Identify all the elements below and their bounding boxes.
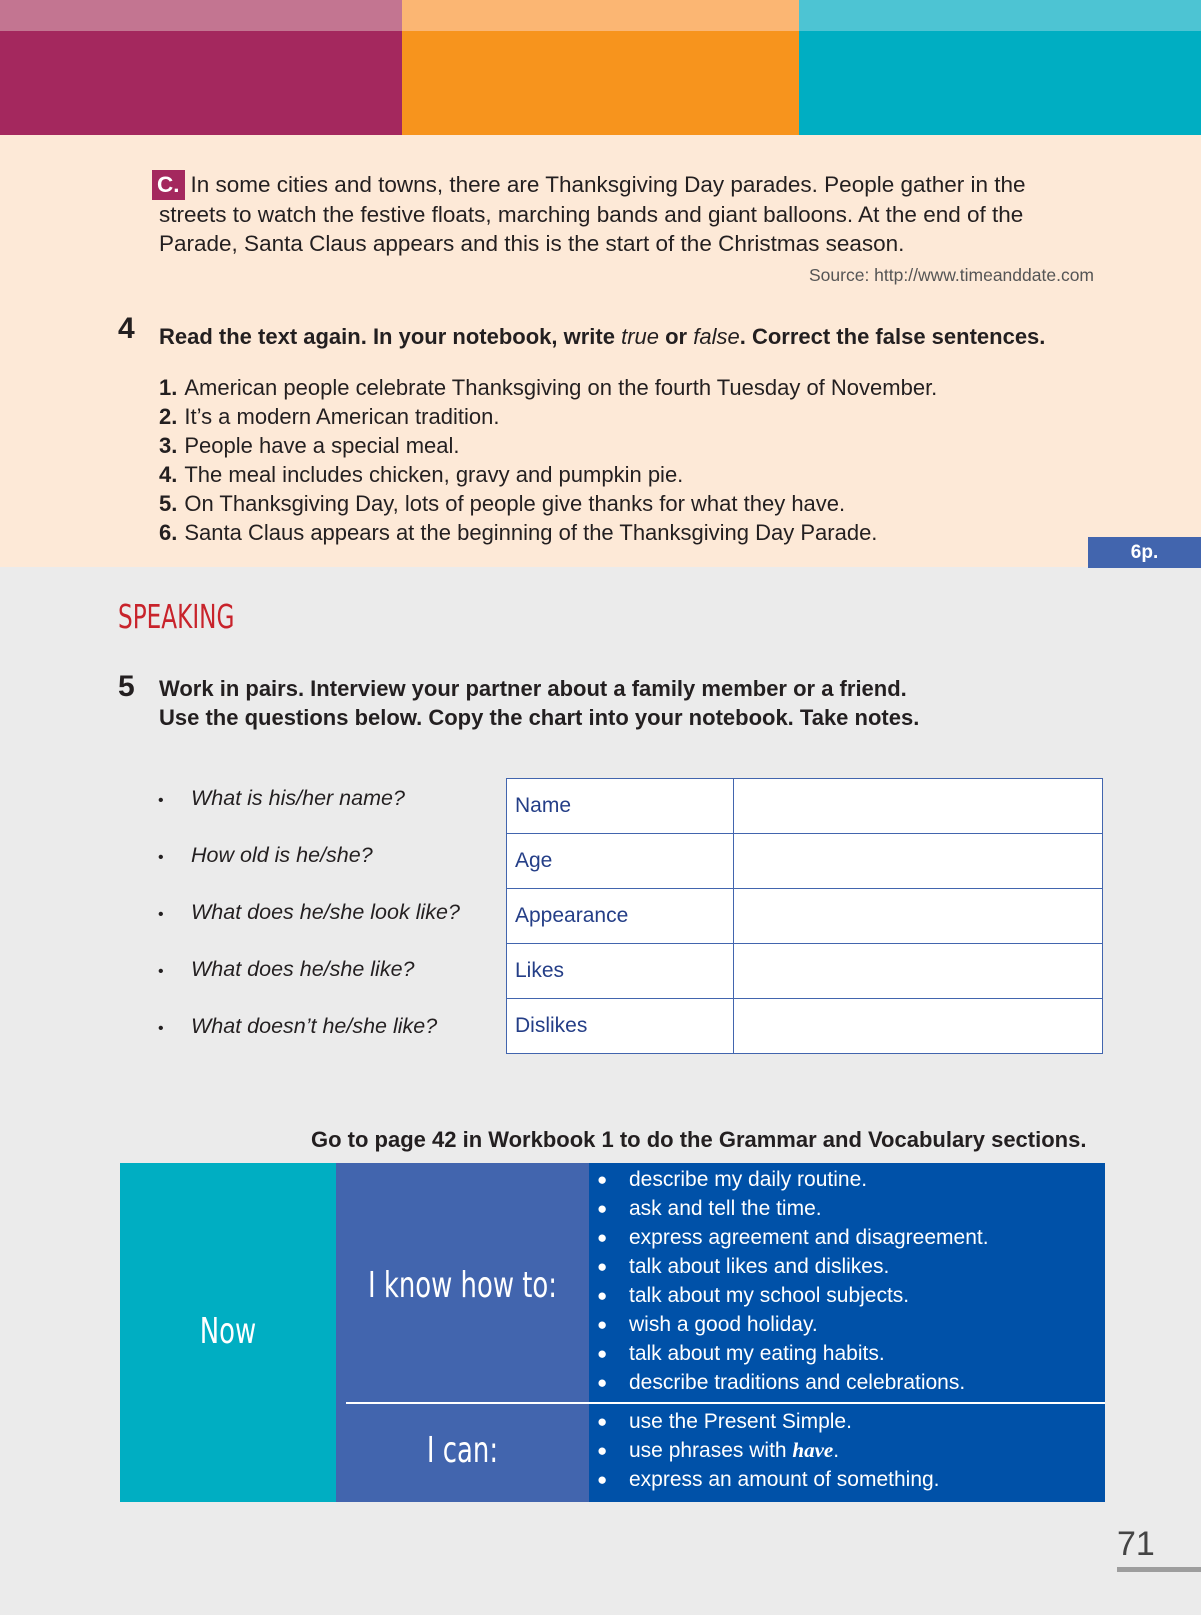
list-item: ● use phrases with have. — [589, 1436, 940, 1465]
table-row — [507, 779, 1103, 834]
list-item: 1. American people celebrate Thanksgiving on the fourth Tuesday of November. — [159, 375, 938, 400]
chart-empty-cell — [734, 834, 1103, 889]
table-row — [507, 834, 1103, 889]
chart-empty-cell — [734, 999, 1103, 1054]
interview-questions — [158, 786, 460, 1071]
list-item: ● talk about likes and dislikes. — [589, 1252, 989, 1281]
list-item: ● wish a good holiday. — [589, 1310, 989, 1339]
header-band-teal — [799, 0, 1201, 135]
chart-row-label: Likes — [507, 944, 734, 999]
list-item: ● express agreement and disagreement. — [589, 1223, 989, 1252]
points-badge: 6p. — [1088, 537, 1201, 568]
exercise-4-instruction: Read the text again. In your notebook, write true or false. Correct the false sentences. — [159, 324, 1046, 349]
chart-row-label: Age — [507, 834, 734, 889]
list-item: 6. Santa Claus appears at the beginning of the Thanksgiving Day Parade. — [159, 520, 878, 545]
table-row — [507, 999, 1103, 1054]
header-band-orange — [402, 0, 799, 135]
question-item: • How old is he/she? — [158, 843, 373, 867]
reading-text: In some cities and towns, there are Thanksgiving Day parades. People gather in the streets to watch the festive floats, marching bands and giant balloons. At the end of the Parade, Santa Claus appears and this is the start of the Christmas season. — [159, 172, 1026, 256]
list-item: 5. On Thanksgiving Day, lots of people give thanks for what they have. — [159, 491, 846, 516]
paragraph-letter-badge: C. — [152, 170, 185, 200]
chart-empty-cell — [734, 889, 1103, 944]
workbook-note: Go to page 42 in Workbook 1 to do the Grammar and Vocabulary sections. — [311, 1127, 1087, 1152]
know-how-list — [589, 1165, 989, 1397]
exercise-4-number: 4 — [118, 312, 135, 345]
chart-row-label: Dislikes — [507, 999, 734, 1054]
chart-row-label: Appearance — [507, 889, 734, 944]
question-item: • What does he/she look like? — [158, 900, 460, 924]
chart-empty-cell — [734, 779, 1103, 834]
summary-divider — [346, 1402, 1105, 1404]
exercise-5-number: 5 — [118, 670, 135, 703]
page-number: 71 — [1117, 1525, 1155, 1563]
summary-can-label: I can: — [426, 1430, 499, 1471]
list-item: ● ask and tell the time. — [589, 1194, 989, 1223]
list-item: ● express an amount of something. — [589, 1465, 940, 1494]
question-item: • What doesn’t he/she like? — [158, 1014, 438, 1038]
reading-paragraph — [159, 170, 1059, 258]
section-heading-speaking: SPEAKING — [118, 597, 235, 636]
true-false-list — [159, 373, 937, 547]
list-item: ● talk about my eating habits. — [589, 1339, 989, 1368]
list-item: 2. It’s a modern American tradition. — [159, 404, 500, 429]
list-item: ● use the Present Simple. — [589, 1407, 940, 1436]
table-row — [507, 889, 1103, 944]
chart-empty-cell — [734, 944, 1103, 999]
list-item: ● describe traditions and celebrations. — [589, 1368, 989, 1397]
summary-now-label: Now — [199, 1311, 257, 1352]
notes-chart — [506, 778, 1103, 1054]
question-item: • What does he/she like? — [158, 957, 415, 981]
table-row — [507, 944, 1103, 999]
question-item: • What is his/her name? — [158, 786, 405, 810]
list-item: ● talk about my school subjects. — [589, 1281, 989, 1310]
can-list — [589, 1407, 940, 1494]
source-credit: Source: http://www.timeanddate.com — [809, 265, 1094, 285]
page-number-rule — [1117, 1567, 1201, 1572]
list-item: 4. The meal includes chicken, gravy and pumpkin pie. — [159, 462, 684, 487]
chart-row-label: Name — [507, 779, 734, 834]
exercise-5-instruction: Work in pairs. Interview your partner about a family member or a friend. Use the questions below. Copy the chart into your notebook. Take notes. — [159, 676, 920, 730]
list-item: 3. People have a special meal. — [159, 433, 460, 458]
header-band-magenta — [0, 0, 402, 135]
summary-know-label: I know how to: — [368, 1265, 557, 1306]
list-item: ● describe my daily routine. — [589, 1165, 989, 1194]
